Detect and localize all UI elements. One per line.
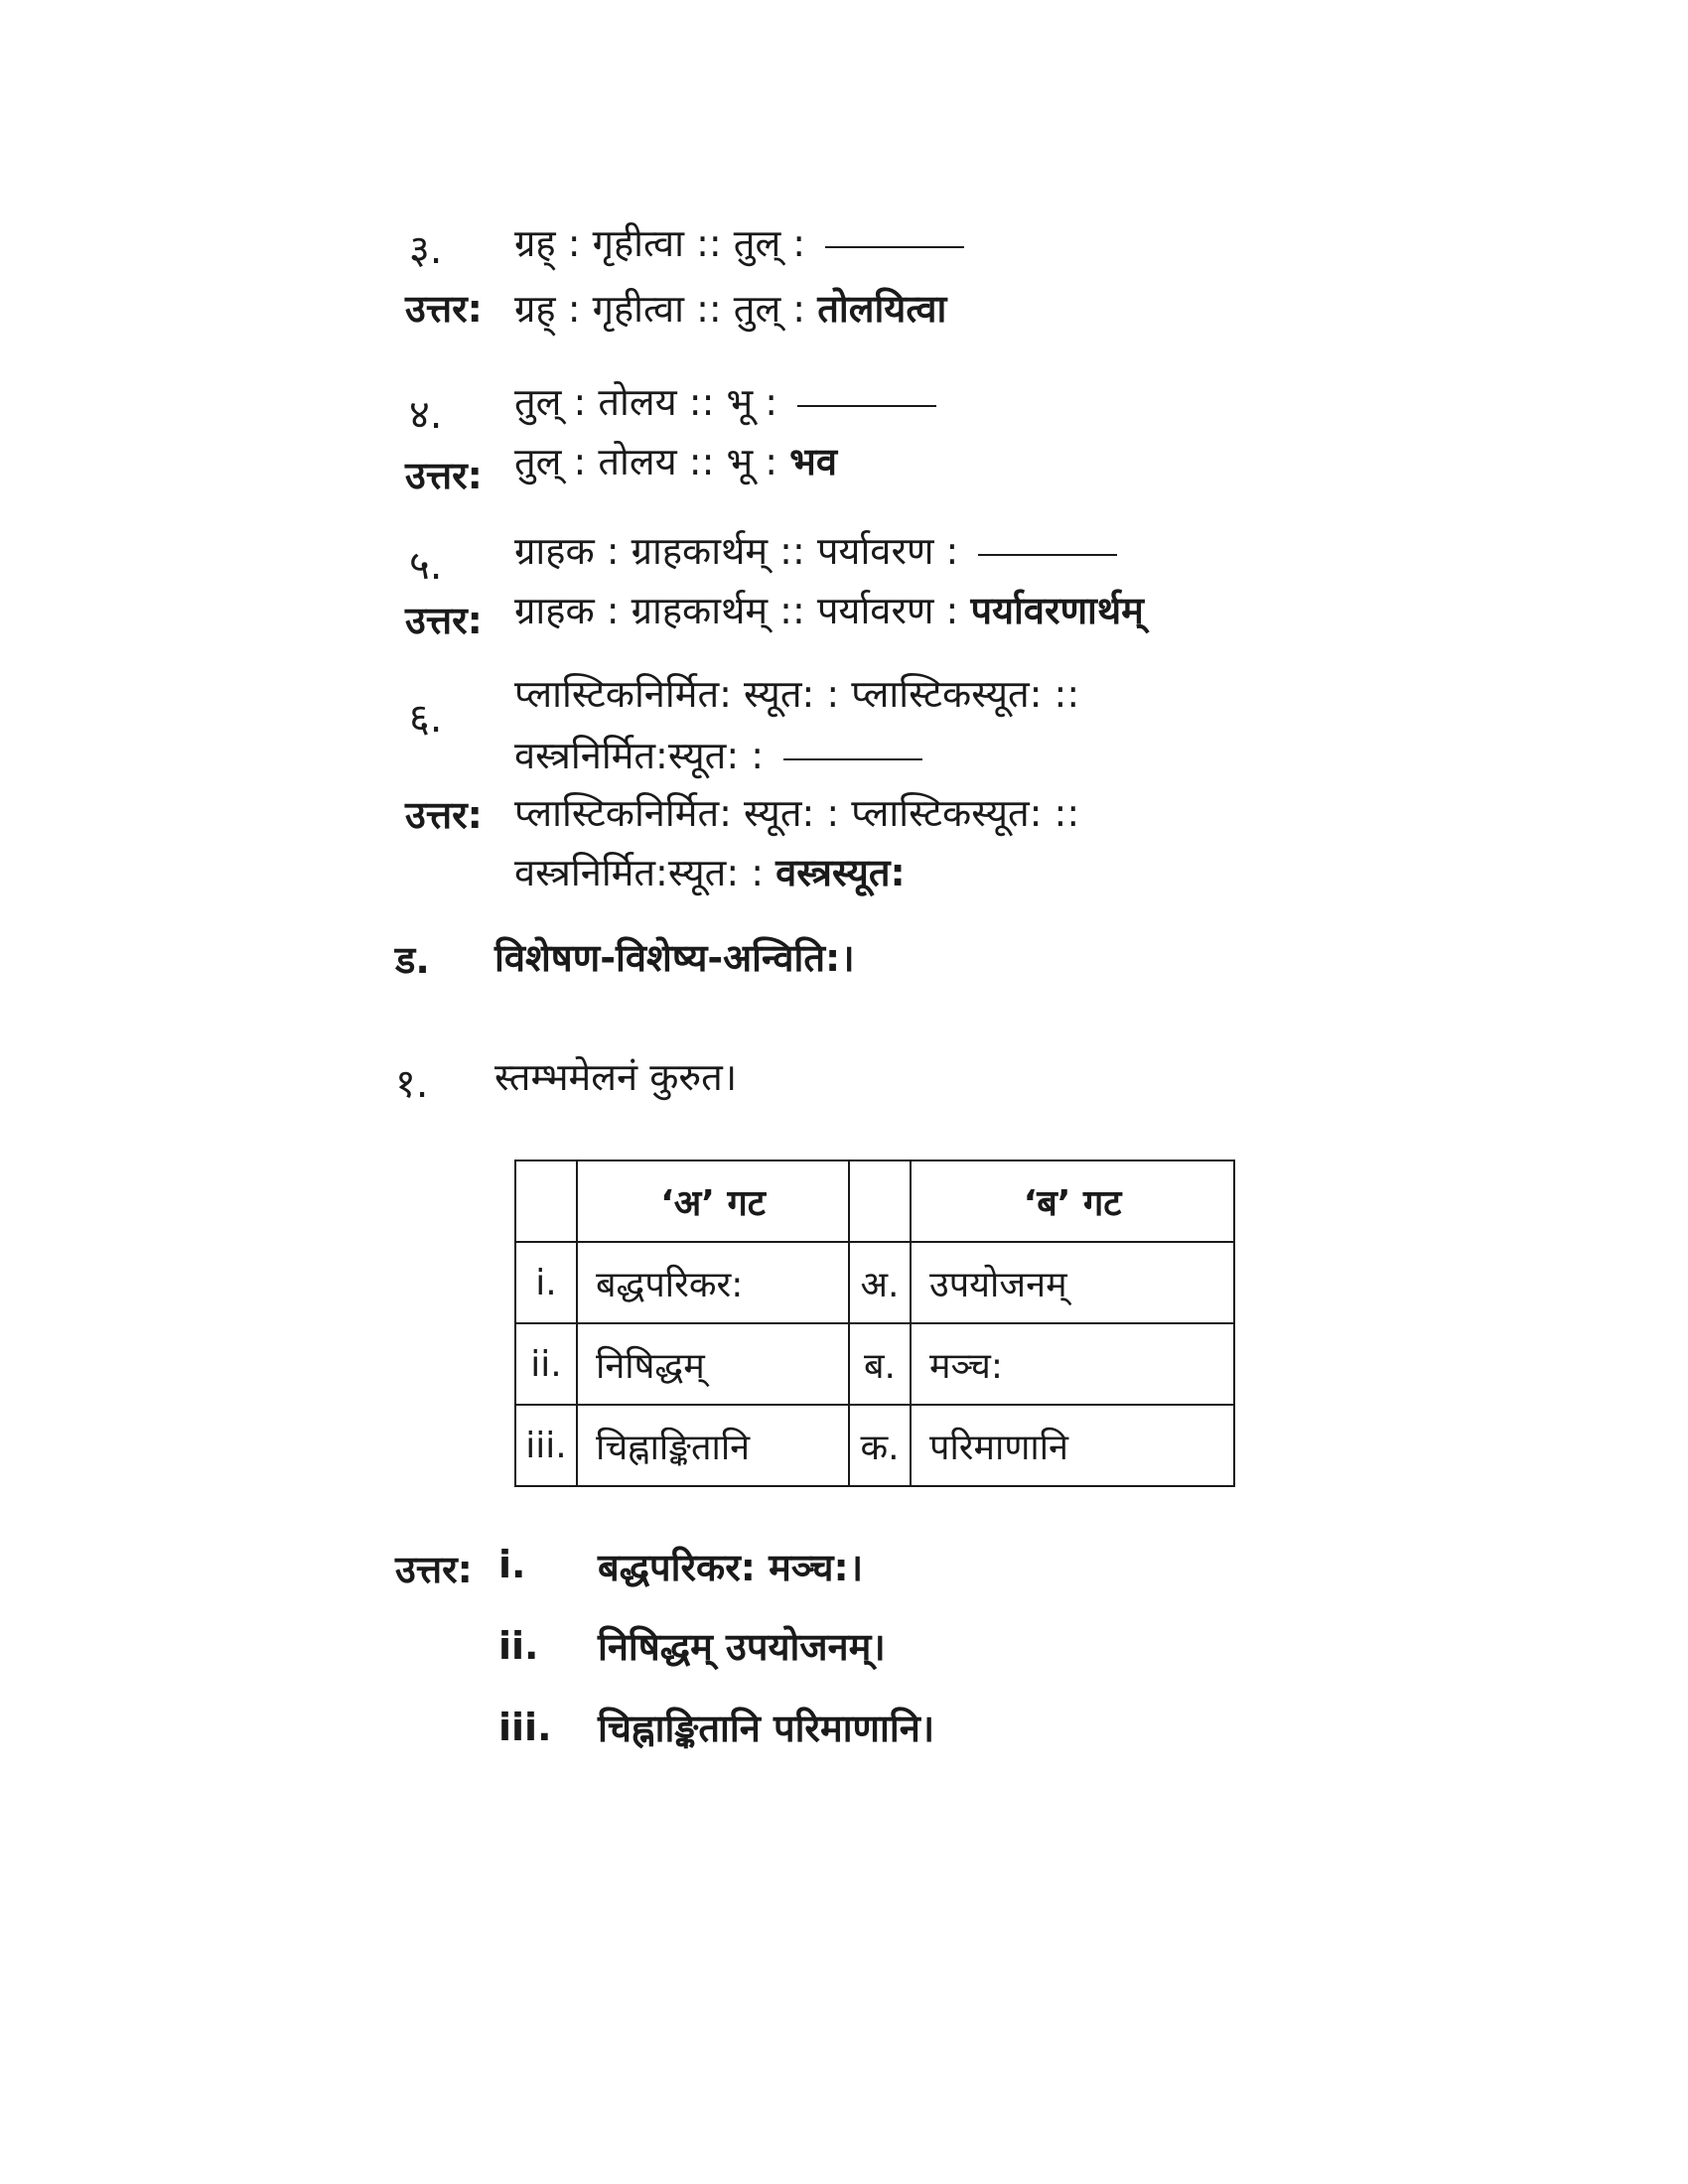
row-cell-a: निषिद्धम् (577, 1323, 849, 1405)
q6-question-line2-text: वस्त्रनिर्मित:स्यूत: : (514, 734, 765, 777)
q4-answer-prefix: तुल् : तोलय :: भू : (514, 440, 778, 483)
answer-idx: i. (498, 1543, 526, 1586)
q3-answer-label: उत्तर: (405, 287, 483, 331)
row-cell-b: परिमाणानि (911, 1405, 1234, 1486)
q5-answer (514, 584, 1144, 635)
q3-question (514, 216, 964, 268)
q3-answer-value: तोलयित्वा (817, 287, 947, 331)
table-row (515, 1323, 1234, 1405)
row-idx-b: ब. (849, 1323, 911, 1405)
table-row (515, 1242, 1234, 1323)
q3-answer-prefix: ग्रह् : गृहीत्वा :: तुल् : (514, 287, 806, 331)
answer-idx: ii. (498, 1624, 539, 1668)
q6-blank (783, 756, 922, 760)
q3-blank (825, 244, 964, 248)
q4-answer-label: उत्तर: (405, 454, 483, 497)
row-idx-a: i. (515, 1242, 577, 1323)
table-header-row (515, 1160, 1234, 1242)
row-cell-b: उपयोजनम् (911, 1242, 1234, 1323)
section-letter: ड. (395, 938, 430, 982)
q3-answer (514, 282, 946, 334)
task-number: १. (395, 1061, 429, 1107)
q6-answer-value: वस्त्रस्यूत: (775, 851, 906, 894)
task-text: स्तम्भमेलनं कुरुत। (494, 1055, 738, 1099)
table-header-a: ‘अ’ गट (577, 1160, 849, 1242)
row-cell-b: मञ्च: (911, 1323, 1234, 1405)
answers-label: उत्तर: (395, 1548, 473, 1591)
q4-answer (514, 435, 837, 486)
q6-answer-label: उत्तर: (405, 793, 483, 837)
q6-question-line2 (514, 729, 922, 780)
row-idx-b: अ. (849, 1242, 911, 1323)
row-cell-a: चिह्नाङ्कितानि (577, 1405, 849, 1486)
q3-number: ३. (409, 227, 443, 273)
answer-text: बद्धपरिकर: मञ्च:। (598, 1546, 864, 1589)
table-header-idx-a (515, 1160, 577, 1242)
q6-answer-line2-prefix: वस्त्रनिर्मित:स्यूत: : (514, 851, 765, 894)
table-header-idx-b (849, 1160, 911, 1242)
q4-blank (797, 403, 936, 407)
q5-question (514, 524, 1117, 576)
answer-idx: iii. (498, 1706, 552, 1749)
answer-text: निषिद्धम् उपयोजनम्। (598, 1625, 886, 1669)
row-idx-a: ii. (515, 1323, 577, 1405)
row-cell-a: बद्धपरिकर: (577, 1242, 849, 1323)
row-idx-b: क. (849, 1405, 911, 1486)
q4-answer-value: भव (789, 440, 837, 483)
q5-question-text: ग्राहक : ग्राहकार्थम् :: पर्यावरण : (514, 529, 959, 573)
q6-question-line1: प्लास्टिकनिर्मित: स्यूत: : प्लास्टिकस्यूत: :: (514, 672, 1080, 716)
q6-number: ६. (409, 696, 443, 742)
q4-question (514, 375, 936, 427)
answer-text: चिह्नाङ्कितानि परिमाणानि। (598, 1706, 935, 1750)
q5-blank (978, 552, 1117, 556)
q5-answer-prefix: ग्राहक : ग्राहकार्थम् :: पर्यावरण : (514, 589, 959, 632)
q5-answer-label: उत्तर: (405, 599, 483, 642)
table-row (515, 1405, 1234, 1486)
row-idx-a: iii. (515, 1405, 577, 1486)
q3-question-text: ग्रह् : गृहीत्वा :: तुल् : (514, 221, 806, 265)
q5-answer-value: पर्यावरणार्थम् (970, 589, 1144, 632)
q6-answer-line1: प्लास्टिकनिर्मित: स्यूत: : प्लास्टिकस्यूत: :: (514, 791, 1080, 835)
match-table (514, 1160, 1235, 1487)
q5-number: ५. (409, 543, 443, 589)
table-header-b: ‘ब’ गट (911, 1160, 1234, 1242)
q4-number: ४. (409, 392, 443, 438)
section-title: विशेषण-विशेष्य-अन्विति:। (494, 936, 855, 980)
q6-answer-line2 (514, 846, 906, 897)
q4-question-text: तुल् : तोलय :: भू : (514, 380, 778, 424)
